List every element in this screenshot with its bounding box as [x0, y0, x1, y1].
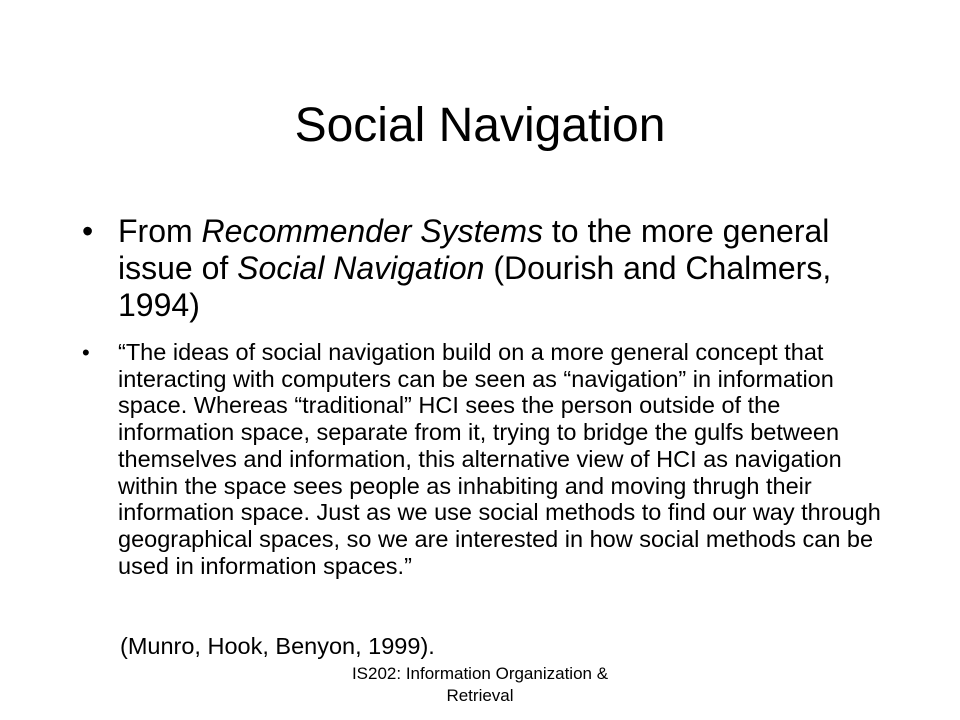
bullet-text-part: (Dourish and Chalmers, 1994) — [118, 250, 832, 323]
footer-line: Retrieval — [446, 686, 514, 705]
bullet-text — [118, 213, 882, 324]
quote-text: “The ideas of social navigation build on a more general concept that interacting with computers can be seen as “navigation” in information space. Whereas “traditional” HCI sees the person outside of the information space, separate from it, trying to bridge the gulfs between themselves and information, this alternative view of HCI as navigation within the space sees people as inhabiting and moving thrugh their information space. Just as we use social methods to find our way through geographical spaces, so we are interested in how social methods can be used in information spaces.” — [118, 339, 881, 579]
slide-title: Social Navigation — [294, 99, 666, 152]
bullet-text-part: From — [118, 213, 202, 249]
quote-citation: (Munro, Hook, Benyon, 1999). — [120, 633, 435, 659]
bullet-text-emphasis-recommender-systems: Recommender Systems — [201, 213, 543, 249]
footer-line: IS202: Information Organization & — [351, 664, 609, 683]
bullet-item-quote — [82, 339, 902, 579]
bullet-marker: • — [82, 340, 90, 365]
bullet-item-recommender-systems — [82, 213, 882, 324]
bullet-text-part: to the more general issue of — [118, 213, 830, 286]
bullet-marker: • — [82, 213, 94, 249]
bullet-text-emphasis-social-navigation: Social Navigation — [237, 250, 485, 286]
slide-footer — [300, 663, 660, 707]
